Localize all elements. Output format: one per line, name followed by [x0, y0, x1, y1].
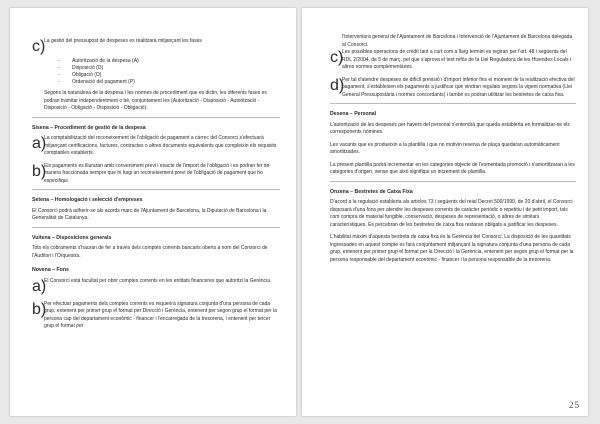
section-heading-onzena: Onzena – Bestretes de Caixa Fixa — [330, 188, 413, 195]
item-d — [330, 77, 576, 100]
page-number: 25 — [569, 400, 580, 410]
item-text: Per efectuar pagaments dels comptes corrents es requerirà signatura conjunta d'una persona de cada grup, entenent per primer grup el format per Direcció i Gerència, entenent per segon grup el format per la persona cap del departament econòmic - financer i l'encarregada de la tresoreria, i entenent per tercer grup el format per — [44, 300, 277, 329]
section-heading-sisena: Sisena – Procediment de gestió de la despesa — [32, 124, 146, 131]
section-text: L'autorització de les despeses per havers del personal s'entendrà que queda establerta en formalitzar-se els corresponents nòmines. — [330, 121, 570, 135]
list-item: - Autorització de la despesa (A) — [58, 58, 139, 64]
section-text: Tots els cobraments s'hauran de fer a través dels comptes corrents bancaris oberts a nom del Consorci de l'Auditori i l'Orquestra. — [32, 245, 268, 259]
item-a — [32, 135, 280, 158]
item-label: c) — [330, 49, 344, 66]
section-text: D'acord a la regulació establerta als articles 73 i següents del reial Decret 500/1990, de 20 d'abril, el Consorci disposarà d'una fons per atendre les despeses corrents de caràcter periòdic o repetitiu i de petit import, tals com compra de material fungible, conservació, despeses de representació, o altres de similars característiques. Es percebran de les bestretes de caixa fixa restaran obligats a justificar les despeses. — [330, 199, 573, 228]
divider — [32, 117, 280, 118]
right-page — [302, 8, 588, 416]
item-b — [32, 163, 280, 186]
item-text: La comptabilització del reconeixement de l'obligació de pagament a càrrec del Consorci s'efectuarà mitjançant certificacions, factures, contractes o altres documents equivalents que compleixin els requisits comptables establerts. — [44, 135, 277, 156]
item-text: Per tal d'atendre despeses de difícil previsió i d'import inferior fins el moment de la realització efectiva del pagament, s'estableixen els pagaments a justificar que vindran regulats segons la vigent normativa (Llei General Pressupostària i normes concordants) i també es podran utilitzar les bestretes de caixa fixa. — [342, 76, 575, 98]
section-heading-setena: Setena – Homologació i selecció d'empreses — [32, 197, 143, 203]
divider — [32, 227, 280, 228]
right-page-content — [330, 34, 576, 264]
section-text: La present plantilla podrà incrementar en les categories objecte de l'esmentada promoció i s'amortitzaran a les categories d'origen, sense que això signifiqui un increment de plantilla. — [330, 161, 575, 175]
item-text: El Consorci està facultat per obrir comptes corrents en les entitats financeres que autoritzi la Gerència. — [44, 277, 272, 284]
section-text: L'habilitat màxim d'aquesta bestreta de caixa fixa és la Gerència del Consorci. La disposició de les quantitats ingressades en aquest compte es farà conjuntament mitjançant la signatura conjunta d'una persona de cada grup, entenent per primer grup el format per la Direcció i la Gerència, entenent per segon grup el format per la persona responsable del departament econòmic - financer i la persona responsable de la tresoreria. — [330, 234, 574, 263]
left-page — [10, 8, 296, 416]
item-label: b) — [32, 162, 47, 180]
item-label: d) — [330, 76, 345, 94]
section-text: Les vacants que es produeixin a la plantilla i que no motivin reserva de plaça quedaran automàticament amortitzades. — [330, 141, 560, 155]
item-a — [32, 278, 280, 296]
item-b — [32, 301, 280, 331]
divider — [330, 103, 576, 104]
item-c — [32, 38, 280, 56]
section-heading-novena: Novena – Fons — [32, 267, 69, 273]
item-label: c) — [32, 38, 46, 55]
item-text: La gestió del pressupost de despeses es realitzarà mitjançant les fases — [44, 38, 202, 44]
divider — [330, 181, 576, 182]
section-heading-desena: Desena – Personal — [330, 111, 377, 117]
item-text: Els pagaments es lliuraran amb conveniment previ i exacte de l'import de l'obligació i es podran fer de manera fraccionada sempre que hi hagi un reconeixement previ de l'obligació de pagament que ho especifiqui. — [44, 162, 270, 184]
phases-note: Segons la naturalesa de la despesa i les normes de procediment que es dictin, les diferents fases es podran tramitar independentment o bé, conjuntament les (Autorització - Disposició - Autorització - Disposició - Obligació - Disposició - Obligació). — [44, 90, 267, 111]
phase-list — [58, 58, 280, 86]
divider — [32, 189, 280, 190]
list-item: - Ordenació del pagament (P) — [58, 79, 135, 85]
section-text: El Consorci podrà adherir-se als acords marc de l'Ajuntament de Barcelona, la Diputació de Barcelona i la Generalitat de Catalunya. — [32, 207, 267, 221]
continuation-text: l'Interventora general de l'Ajuntament de Barcelona i Intervenció de l'Ajuntament de Barcelona delegada al Consorci. — [342, 34, 573, 48]
item-c — [330, 49, 576, 72]
item-label: b) — [32, 300, 47, 318]
section-heading-vuitena: Vuitena – Disposicions generals — [32, 234, 112, 241]
left-page-content — [32, 38, 280, 331]
list-item: - Obligació (O) — [58, 72, 102, 78]
item-label: a) — [32, 277, 47, 295]
list-item: - Disposició (D) — [58, 65, 104, 71]
item-text: Les possibles operacions de crèdit tant a curt com a llarg termini es regiran per l'art. 48 i següents del RDL 2/2004, de 5 de març, pel que s'aprova el text refós de la Llei Reguladora de les Hisendes Locals i altres normes complementàries. — [342, 49, 571, 70]
item-label: a) — [32, 135, 47, 152]
